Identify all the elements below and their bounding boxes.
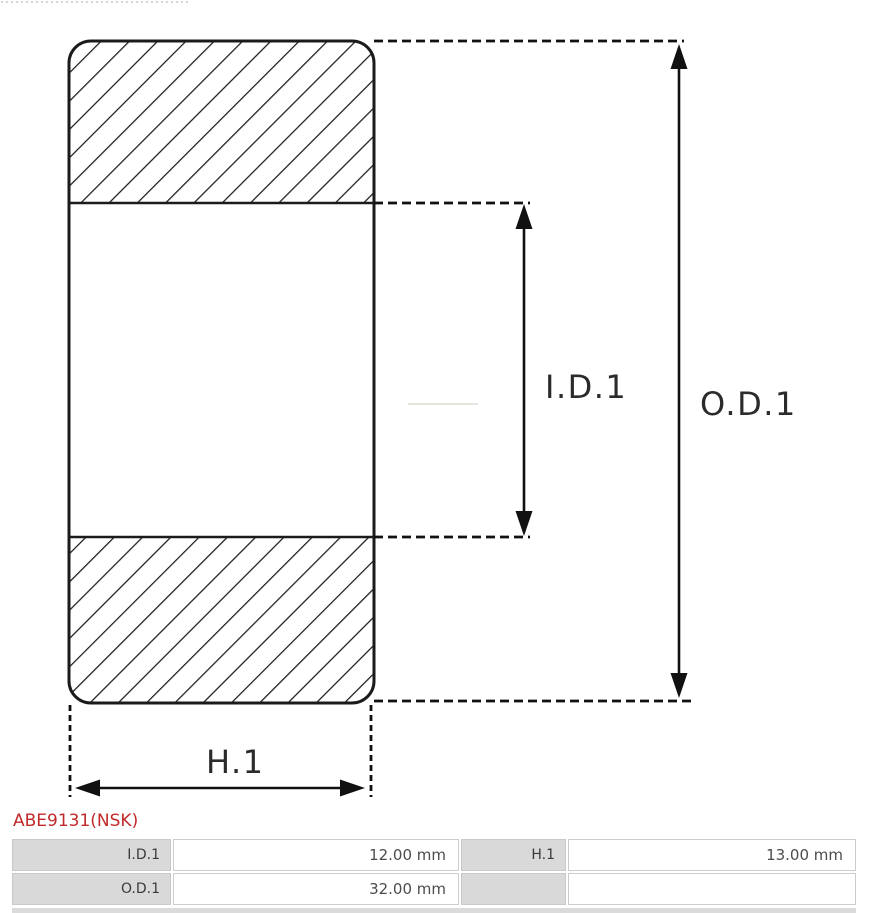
table-cell-label-empty <box>461 873 566 905</box>
inner-diameter-arrow <box>516 204 533 536</box>
dimensions-table <box>12 839 856 905</box>
height-arrow <box>75 780 365 797</box>
table-cell-value-id: 12.00 mm <box>173 839 459 871</box>
table-cell-label-id: I.D.1 <box>12 839 171 871</box>
dimension-label-id: I.D.1 <box>545 368 628 406</box>
part-number-link[interactable]: ABE9131(NSK) <box>13 811 139 831</box>
table-cell-label-od: O.D.1 <box>12 873 171 905</box>
table-cell-value-h: 13.00 mm <box>568 839 856 871</box>
table-next-row-edge <box>12 908 856 913</box>
table-cell-value-empty <box>568 873 856 905</box>
table-cell-value-od: 32.00 mm <box>173 873 459 905</box>
outer-diameter-arrow <box>671 44 688 698</box>
table-cell-label-h: H.1 <box>461 839 566 871</box>
dimension-label-od: O.D.1 <box>700 385 797 423</box>
dimension-label-h: H.1 <box>206 743 265 781</box>
bearing-hatched-rings <box>69 41 374 703</box>
